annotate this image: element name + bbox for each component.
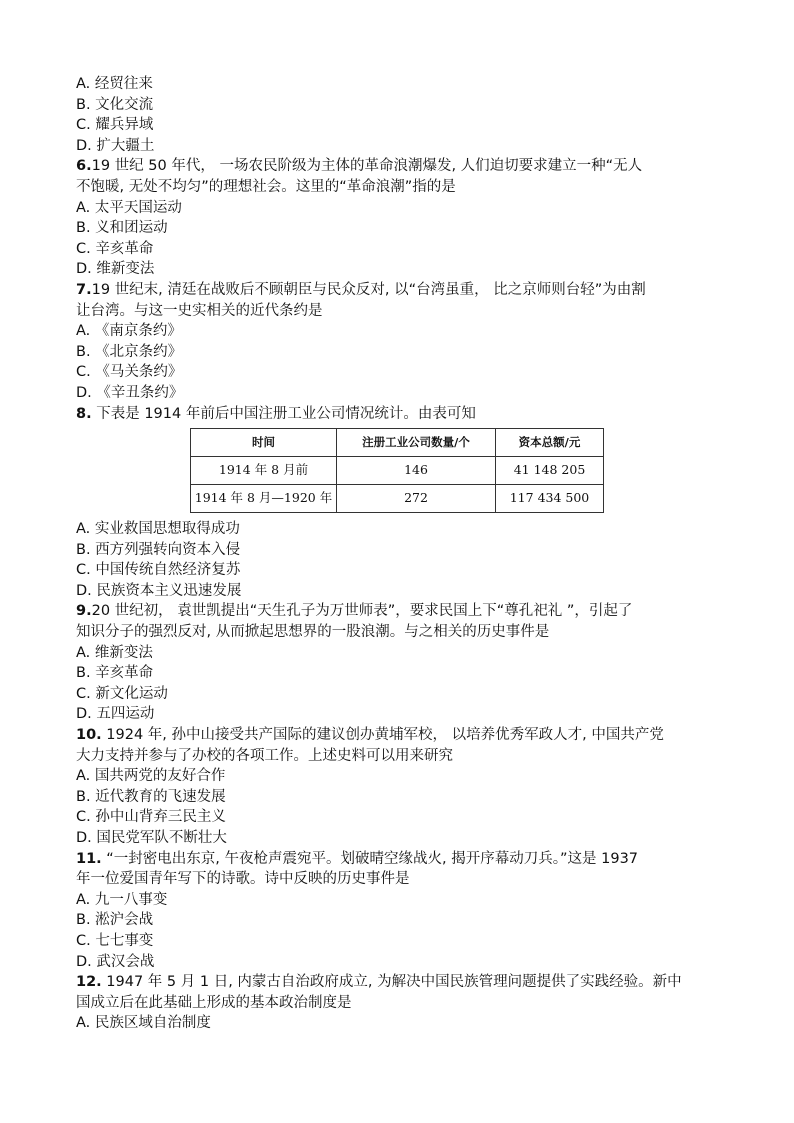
- table-cell: 146: [337, 457, 496, 485]
- question-11: [76, 849, 726, 973]
- option-c: C. 孙中山背弃三民主义: [76, 809, 226, 826]
- question-number: 7.: [76, 281, 92, 298]
- statistics-table: [190, 428, 604, 513]
- table-cell: 272: [337, 485, 496, 513]
- option-b: B. 近代教育的飞速发展: [76, 788, 226, 805]
- question-8: [76, 404, 726, 602]
- question-stem-line: 11. “一封密电出东京, 午夜枪声震宛平。划破晴空缘战火, 揭开序幕动刀兵。”这是 1937: [76, 850, 639, 867]
- option-c: C. 新文化运动: [76, 685, 168, 702]
- question-stem-line: 国成立后在此基础上形成的基本政治制度是: [76, 994, 352, 1011]
- question-stem-line: 9.20 世纪初， 袁世凯提出“天生孔子为万世师表”，要求民国上下“尊孔祀礼 ”，引起了: [76, 603, 633, 620]
- option-c: C. 中国传统自然经济复苏: [76, 562, 241, 579]
- option-d: D. 国民党军队不断壮大: [76, 830, 227, 846]
- option-d: D. 民族资本主义迅速发展: [76, 582, 242, 599]
- table-cell: 1914 年 8 月—1920 年: [191, 485, 337, 513]
- table-header-cell: 时间: [191, 429, 337, 457]
- question-stem-line: 10. 1924 年, 孙中山接受共产国际的建议创办黄埔军校， 以培养优秀军政人才, 中国共产党: [76, 727, 664, 744]
- option-c: C. 《马关条约》: [76, 364, 183, 381]
- option-c: C. 七七事变: [76, 932, 154, 949]
- question-stem-line: 不饱暖, 无处不均匀”的理想社会。这里的“革命浪潮”指的是: [76, 178, 456, 195]
- table-cell: 117 434 500: [496, 485, 604, 513]
- question-number: 6.: [76, 158, 92, 175]
- option-a: A. 国共两党的友好合作: [76, 768, 226, 785]
- question-12: [76, 972, 726, 1034]
- question-stem-line: 8. 下表是 1914 年前后中国注册工业公司情况统计。由表可知: [76, 405, 476, 422]
- option-b: B. 《北京条约》: [76, 343, 183, 360]
- question-number: 9.: [76, 603, 92, 620]
- options-previous-question: [76, 74, 726, 156]
- option-c: C. 耀兵异域: [76, 117, 154, 134]
- table-row: [191, 457, 604, 485]
- question-stem-line: 知识分子的强烈反对, 从而掀起思想界的一股浪潮。与之相关的历史事件是: [76, 624, 550, 641]
- question-number: 10.: [76, 727, 102, 744]
- table-header-cell: 注册工业公司数量/个: [337, 429, 496, 457]
- question-stem-line: 大力支持并参与了办校的各项工作。上述史料可以用来研究: [76, 747, 453, 764]
- option-a: A. 民族区域自治制度: [76, 1015, 211, 1032]
- question-stem-line: 7.19 世纪末, 清廷在战败后不顾朝臣与民众反对, 以“台湾虽重， 比之京师则台轻”为由割: [76, 281, 646, 298]
- option-a: A. 实业救国思想取得成功: [76, 521, 240, 538]
- option-a: A. 经贸往来: [76, 76, 153, 92]
- question-stem-line: 让台湾。与这一史实相关的近代条约是: [76, 302, 323, 319]
- statistics-table-wrapper: [190, 428, 726, 513]
- option-b: B. 文化交流: [76, 96, 154, 113]
- option-d: D. 《辛丑条约》: [76, 384, 184, 401]
- table-header-row: [191, 429, 604, 457]
- question-number: 11.: [76, 850, 102, 867]
- option-b: B. 淞沪会战: [76, 912, 154, 929]
- option-a: A. 《南京条约》: [76, 323, 182, 340]
- question-9: [76, 601, 726, 725]
- option-a: A. 太平天国运动: [76, 199, 182, 216]
- question-stem-line: 12. 1947 年 5 月 1 日, 内蒙古自治政府成立, 为解决中国民族管理问题提供了实践经验。新中: [76, 974, 682, 991]
- option-c: C. 辛亥革命: [76, 240, 154, 257]
- option-d: D. 武汉会战: [76, 953, 155, 970]
- question-stem-line: 年一位爱国青年写下的诗歌。诗中反映的历史事件是: [76, 871, 410, 888]
- option-d: D. 维新变法: [76, 261, 155, 278]
- option-b: B. 辛亥革命: [76, 665, 154, 682]
- option-b: B. 义和团运动: [76, 220, 168, 237]
- table-row: [191, 485, 604, 513]
- option-b: B. 西方列强转向资本入侵: [76, 541, 241, 558]
- question-stem-line: 6.19 世纪 50 年代， 一场农民阶级为主体的革命浪潮爆发, 人们迫切要求建立一种“无人: [76, 158, 643, 175]
- table-cell: 1914 年 8 月前: [191, 457, 337, 485]
- table-cell: 41 148 205: [496, 457, 604, 485]
- option-d: D. 五四运动: [76, 706, 155, 723]
- option-d: D. 扩大疆土: [76, 137, 155, 154]
- exam-page: [76, 74, 726, 1034]
- table-header-cell: 资本总额/元: [496, 429, 604, 457]
- question-10: [76, 725, 726, 849]
- question-number: 12.: [76, 974, 102, 991]
- question-6: [76, 156, 726, 280]
- question-7: [76, 280, 726, 404]
- option-a: A. 维新变法: [76, 644, 153, 661]
- question-number: 8.: [76, 405, 92, 422]
- option-a: A. 九一八事变: [76, 891, 168, 908]
